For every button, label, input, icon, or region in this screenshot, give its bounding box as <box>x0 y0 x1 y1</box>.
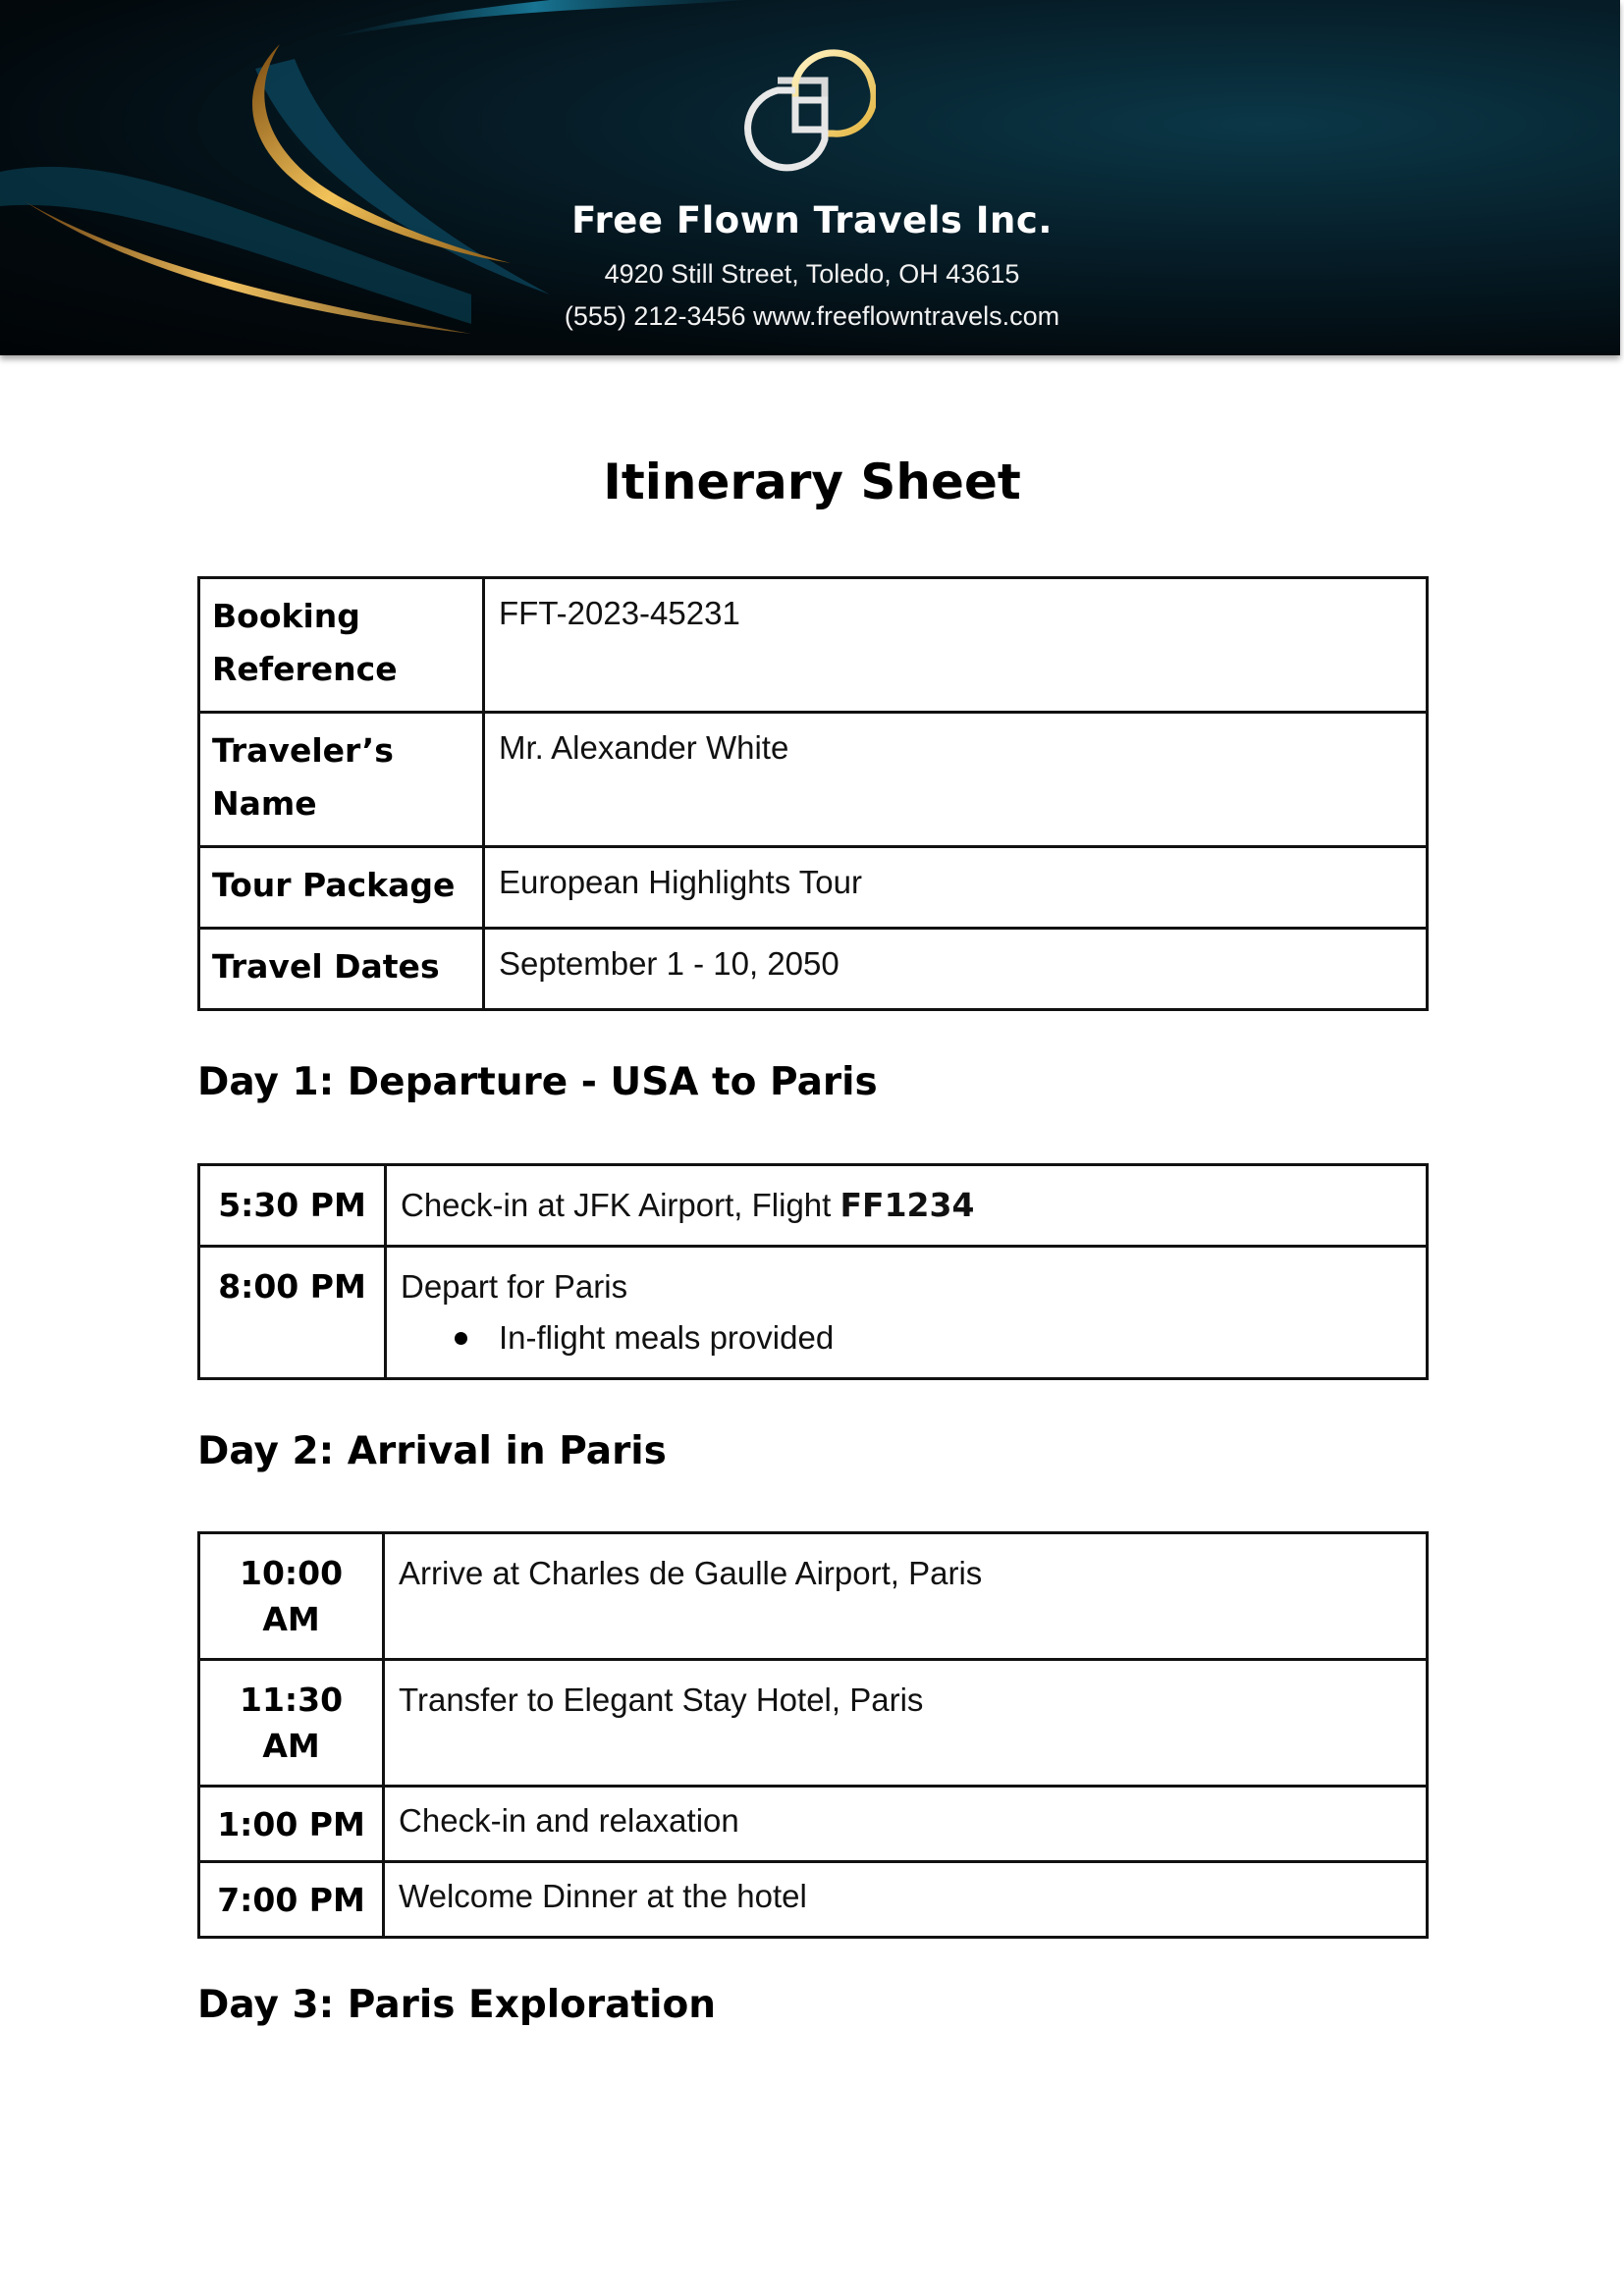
schedule-activity <box>386 1247 1428 1379</box>
activity-text: Depart for Paris <box>401 1268 628 1305</box>
schedule-time: 5:30 PM <box>199 1165 386 1247</box>
table-row <box>199 1787 1428 1862</box>
schedule-time: 1:00 PM <box>199 1787 384 1862</box>
company-logo-icon <box>738 43 876 181</box>
day-2-schedule-table <box>197 1531 1429 1939</box>
table-row <box>199 578 1428 713</box>
list-item <box>401 1318 1412 1358</box>
table-row <box>199 929 1428 1010</box>
table-row <box>199 1862 1428 1938</box>
table-row <box>199 1165 1428 1247</box>
schedule-time: 8:00 PM <box>199 1247 386 1379</box>
company-address: 4920 Still Street, Toledo, OH 43615 <box>604 259 1020 289</box>
schedule-activity: Transfer to Elegant Stay Hotel, Paris <box>384 1660 1428 1787</box>
activity-text: Check-in at JFK Airport, Flight <box>401 1187 840 1223</box>
company-contact: (555) 212-3456 www.freeflowntravels.com <box>564 301 1060 331</box>
schedule-time: 11:30 AM <box>199 1660 384 1787</box>
schedule-activity <box>386 1165 1428 1247</box>
tour-package-label: Tour Package <box>199 847 484 929</box>
schedule-activity: Arrive at Charles de Gaulle Airport, Paris <box>384 1533 1428 1660</box>
header-banner <box>0 0 1620 355</box>
booking-reference-value: FFT-2023-45231 <box>484 578 1428 713</box>
bullet-icon <box>455 1332 467 1345</box>
travel-dates-value: September 1 - 10, 2050 <box>484 929 1428 1010</box>
bullet-text: In-flight meals provided <box>499 1319 835 1356</box>
schedule-time: 10:00 AM <box>199 1533 384 1660</box>
day-2-heading: Day 2: Arrival in Paris <box>197 1429 667 1473</box>
page-title: Itinerary Sheet <box>603 454 1021 510</box>
table-row <box>199 713 1428 847</box>
booking-reference-label: Booking Reference <box>199 578 484 713</box>
day-1-heading: Day 1: Departure - USA to Paris <box>197 1060 878 1104</box>
traveler-name-value: Mr. Alexander White <box>484 713 1428 847</box>
flight-number: FF1234 <box>839 1186 975 1224</box>
table-row <box>199 1533 1428 1660</box>
day-1-schedule-table <box>197 1163 1429 1380</box>
schedule-activity: Check-in and relaxation <box>384 1787 1428 1862</box>
travel-dates-label: Travel Dates <box>199 929 484 1010</box>
table-row <box>199 1247 1428 1379</box>
day-3-heading: Day 3: Paris Exploration <box>197 1983 717 2027</box>
tour-package-value: European Highlights Tour <box>484 847 1428 929</box>
booking-info-table <box>197 576 1429 1011</box>
company-name: Free Flown Travels Inc. <box>571 199 1053 241</box>
schedule-time: 7:00 PM <box>199 1862 384 1938</box>
table-row <box>199 847 1428 929</box>
schedule-activity: Welcome Dinner at the hotel <box>384 1862 1428 1938</box>
traveler-name-label: Traveler’s Name <box>199 713 484 847</box>
table-row <box>199 1660 1428 1787</box>
